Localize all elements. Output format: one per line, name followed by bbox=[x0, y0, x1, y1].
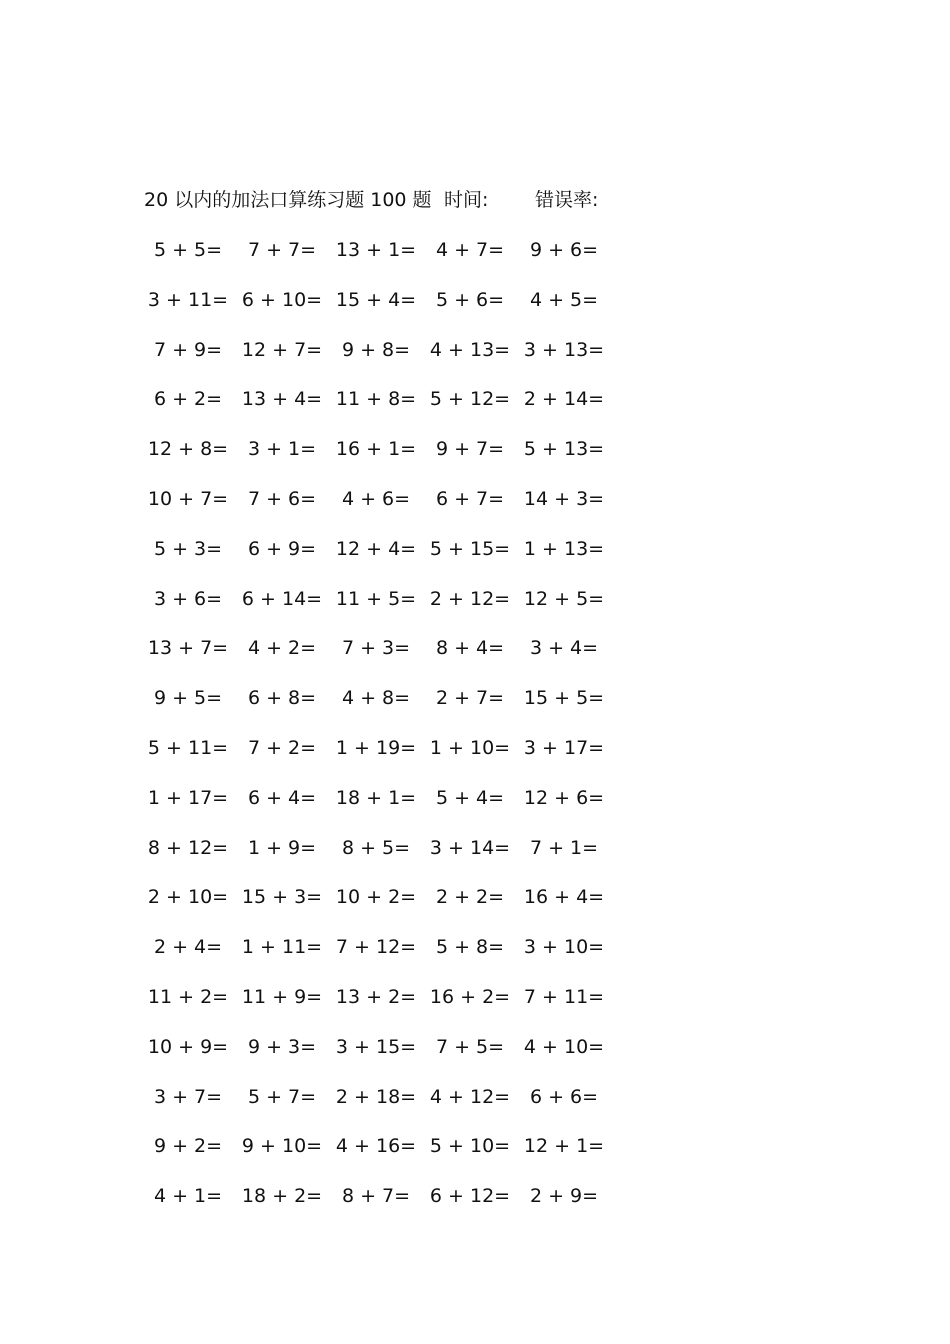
problem-item: 8 + 5= bbox=[341, 836, 411, 859]
problem-row bbox=[140, 933, 640, 983]
problem-item: 2 + 9= bbox=[529, 1185, 599, 1208]
problem-item: 4 + 12= bbox=[429, 1085, 511, 1108]
problem-row bbox=[140, 983, 640, 1033]
problem-item: 3 + 13= bbox=[523, 338, 605, 361]
problem-item: 11 + 9= bbox=[241, 985, 323, 1008]
problem-item: 2 + 10= bbox=[147, 886, 229, 909]
problem-item: 9 + 8= bbox=[341, 338, 411, 361]
problem-row bbox=[140, 784, 640, 834]
problem-item: 4 + 16= bbox=[335, 1135, 417, 1158]
error-rate-label: 错误率: bbox=[535, 189, 599, 211]
problem-item: 12 + 6= bbox=[523, 786, 605, 809]
problem-item: 2 + 7= bbox=[435, 687, 505, 710]
problem-item: 3 + 14= bbox=[429, 836, 511, 859]
problem-item: 15 + 5= bbox=[523, 687, 605, 710]
problem-item: 3 + 4= bbox=[529, 637, 599, 660]
problem-row bbox=[140, 883, 640, 933]
worksheet-title: 20 以内的加法口算练习题 100 题 bbox=[144, 189, 432, 211]
problem-item: 4 + 10= bbox=[523, 1035, 605, 1058]
problem-item: 7 + 7= bbox=[247, 239, 317, 261]
problem-row bbox=[140, 684, 640, 734]
problem-item: 1 + 19= bbox=[335, 736, 417, 759]
problem-item: 5 + 12= bbox=[429, 388, 511, 411]
problem-item: 9 + 6= bbox=[529, 239, 599, 261]
problem-item: 4 + 8= bbox=[341, 687, 411, 710]
problem-item: 12 + 5= bbox=[523, 587, 605, 610]
problem-item: 9 + 7= bbox=[435, 438, 505, 461]
problem-item: 12 + 4= bbox=[335, 537, 417, 560]
problem-item: 9 + 3= bbox=[247, 1035, 317, 1058]
problem-item: 12 + 1= bbox=[523, 1135, 605, 1158]
problem-item: 18 + 2= bbox=[241, 1185, 323, 1208]
problem-item: 2 + 2= bbox=[435, 886, 505, 909]
problem-item: 13 + 7= bbox=[147, 637, 229, 660]
problem-row bbox=[140, 585, 640, 635]
problem-item: 4 + 1= bbox=[153, 1185, 223, 1208]
problem-item: 5 + 11= bbox=[147, 736, 229, 759]
problem-row bbox=[140, 1182, 640, 1232]
problem-item: 15 + 4= bbox=[335, 288, 417, 311]
problem-row bbox=[140, 1132, 640, 1182]
problem-item: 7 + 9= bbox=[153, 338, 223, 361]
problem-item: 9 + 2= bbox=[153, 1135, 223, 1158]
problem-item: 11 + 2= bbox=[147, 985, 229, 1008]
problem-item: 1 + 13= bbox=[523, 537, 605, 560]
problem-grid bbox=[140, 236, 640, 1232]
problem-item: 6 + 14= bbox=[241, 587, 323, 610]
problem-item: 6 + 2= bbox=[153, 388, 223, 411]
problem-item: 4 + 5= bbox=[529, 288, 599, 311]
problem-item: 2 + 14= bbox=[523, 388, 605, 411]
problem-item: 16 + 2= bbox=[429, 985, 511, 1008]
problem-item: 3 + 6= bbox=[153, 587, 223, 610]
problem-item: 7 + 5= bbox=[435, 1035, 505, 1058]
problem-item: 4 + 7= bbox=[435, 239, 505, 261]
problem-item: 12 + 8= bbox=[147, 438, 229, 461]
problem-row bbox=[140, 336, 640, 386]
problem-row bbox=[140, 435, 640, 485]
problem-row bbox=[140, 485, 640, 535]
problem-item: 13 + 2= bbox=[335, 985, 417, 1008]
problem-item: 1 + 9= bbox=[247, 836, 317, 859]
problem-item: 7 + 2= bbox=[247, 736, 317, 759]
problem-item: 6 + 6= bbox=[529, 1085, 599, 1108]
problem-item: 16 + 4= bbox=[523, 886, 605, 909]
problem-row bbox=[140, 634, 640, 684]
problem-item: 5 + 3= bbox=[153, 537, 223, 560]
problem-item: 1 + 17= bbox=[147, 786, 229, 809]
problem-item: 8 + 7= bbox=[341, 1185, 411, 1208]
problem-item: 13 + 4= bbox=[241, 388, 323, 411]
problem-item: 1 + 11= bbox=[241, 936, 323, 959]
problem-item: 4 + 2= bbox=[247, 637, 317, 660]
problem-item: 7 + 3= bbox=[341, 637, 411, 660]
problem-item: 3 + 1= bbox=[247, 438, 317, 461]
problem-item: 5 + 15= bbox=[429, 537, 511, 560]
problem-item: 18 + 1= bbox=[335, 786, 417, 809]
problem-item: 6 + 8= bbox=[247, 687, 317, 710]
problem-item: 2 + 18= bbox=[335, 1085, 417, 1108]
problem-item: 5 + 7= bbox=[247, 1085, 317, 1108]
problem-item: 3 + 10= bbox=[523, 936, 605, 959]
problem-item: 6 + 10= bbox=[241, 288, 323, 311]
problem-item: 13 + 1= bbox=[335, 239, 417, 261]
problem-item: 11 + 8= bbox=[335, 388, 417, 411]
problem-item: 9 + 5= bbox=[153, 687, 223, 710]
problem-item: 6 + 12= bbox=[429, 1185, 511, 1208]
problem-item: 7 + 6= bbox=[247, 487, 317, 510]
problem-item: 1 + 10= bbox=[429, 736, 511, 759]
problem-row bbox=[140, 286, 640, 336]
worksheet-header bbox=[144, 186, 664, 214]
problem-item: 3 + 11= bbox=[147, 288, 229, 311]
problem-item: 6 + 9= bbox=[247, 537, 317, 560]
problem-row bbox=[140, 385, 640, 435]
problem-item: 12 + 7= bbox=[241, 338, 323, 361]
problem-item: 10 + 2= bbox=[335, 886, 417, 909]
problem-item: 15 + 3= bbox=[241, 886, 323, 909]
problem-item: 7 + 12= bbox=[335, 936, 417, 959]
problem-item: 5 + 13= bbox=[523, 438, 605, 461]
problem-item: 10 + 7= bbox=[147, 487, 229, 510]
problem-row bbox=[140, 1033, 640, 1083]
problem-item: 7 + 11= bbox=[523, 985, 605, 1008]
problem-row bbox=[140, 1083, 640, 1133]
problem-item: 7 + 1= bbox=[529, 836, 599, 859]
problem-item: 3 + 15= bbox=[335, 1035, 417, 1058]
problem-item: 4 + 13= bbox=[429, 338, 511, 361]
problem-item: 6 + 4= bbox=[247, 786, 317, 809]
problem-item: 11 + 5= bbox=[335, 587, 417, 610]
problem-item: 3 + 17= bbox=[523, 736, 605, 759]
problem-item: 5 + 8= bbox=[435, 936, 505, 959]
problem-item: 14 + 3= bbox=[523, 487, 605, 510]
problem-item: 8 + 12= bbox=[147, 836, 229, 859]
problem-item: 2 + 4= bbox=[153, 936, 223, 959]
problem-row bbox=[140, 236, 640, 286]
problem-item: 5 + 4= bbox=[435, 786, 505, 809]
problem-item: 16 + 1= bbox=[335, 438, 417, 461]
problem-item: 2 + 12= bbox=[429, 587, 511, 610]
problem-row bbox=[140, 734, 640, 784]
problem-item: 3 + 7= bbox=[153, 1085, 223, 1108]
problem-item: 6 + 7= bbox=[435, 487, 505, 510]
problem-item: 10 + 9= bbox=[147, 1035, 229, 1058]
problem-row bbox=[140, 535, 640, 585]
problem-item: 5 + 10= bbox=[429, 1135, 511, 1158]
problem-item: 9 + 10= bbox=[241, 1135, 323, 1158]
time-label: 时间: bbox=[444, 189, 489, 211]
problem-item: 5 + 5= bbox=[153, 239, 223, 261]
problem-item: 4 + 6= bbox=[341, 487, 411, 510]
problem-item: 5 + 6= bbox=[435, 288, 505, 311]
problem-item: 8 + 4= bbox=[435, 637, 505, 660]
problem-row bbox=[140, 834, 640, 884]
